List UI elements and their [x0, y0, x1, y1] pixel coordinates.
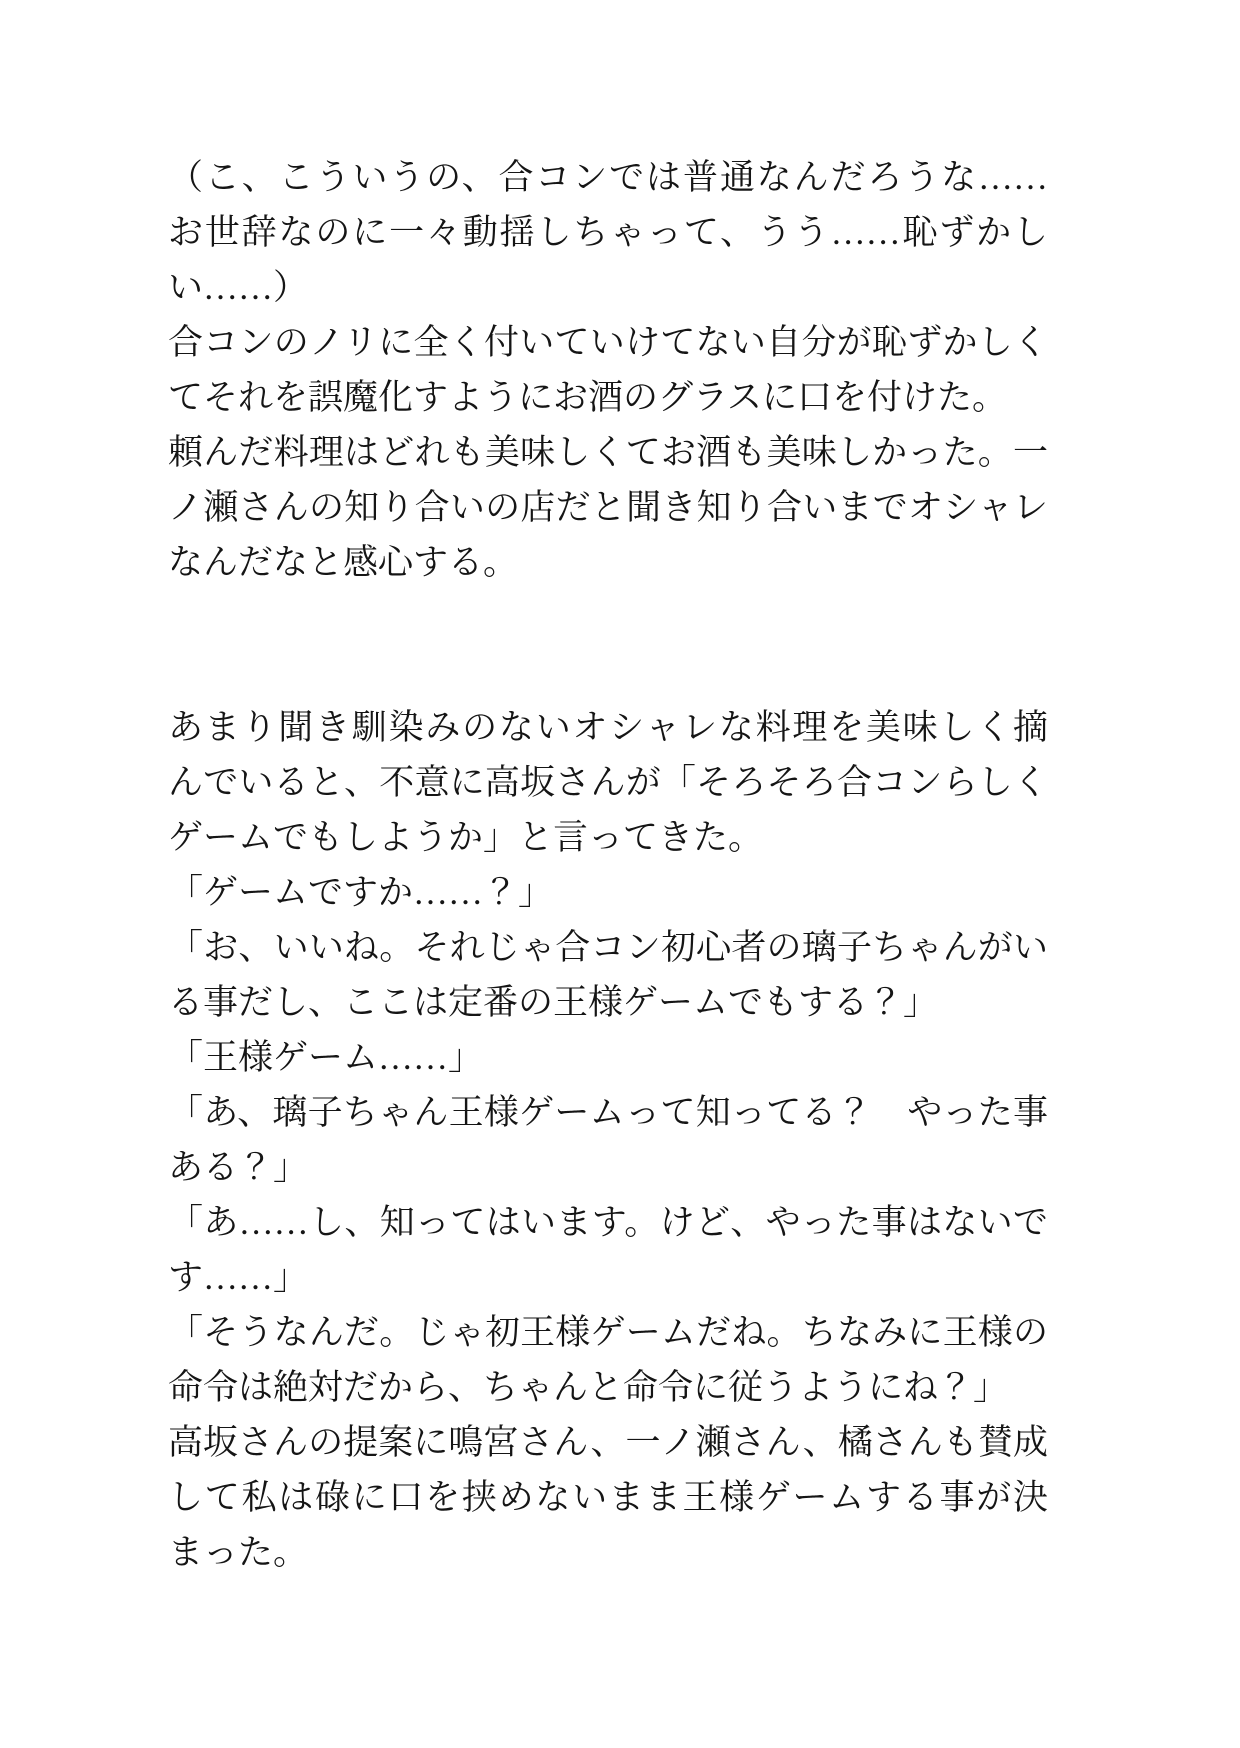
text-line: 「王様ゲーム……」 [168, 1038, 484, 1077]
paragraph-2 [168, 700, 1048, 1580]
text-line: 命令は絶対だから、ちゃんと命令に従うようにね？」 [168, 1368, 1009, 1407]
text-line: 頼んだ料理はどれも美味しくてお酒も美味しかった。一 [168, 433, 1048, 472]
text-line: なんだなと感心する。 [168, 543, 519, 582]
text-line: 「あ……し、知ってはいます。けど、やった事はないで [168, 1203, 1048, 1242]
body-text [168, 150, 1048, 1580]
text-line: んでいると、不意に高坂さんが「そろそろ合コンらしく [168, 763, 1048, 802]
paragraph-1 [168, 150, 1048, 590]
text-line: てそれを誤魔化すようにお酒のグラスに口を付けた。 [168, 378, 1007, 417]
text-line: 「お、いいね。それじゃ合コン初心者の璃子ちゃんがい [168, 928, 1048, 967]
text-line: 「ゲームですか……？」 [168, 873, 554, 912]
text-line: （こ、こういうの、合コンでは普通なんだろうな…… [168, 158, 1048, 197]
text-line: い……） [168, 268, 309, 307]
text-line: まった。 [168, 1533, 309, 1572]
text-line: あまり聞き馴染みのないオシャレな料理を美味しく摘 [168, 708, 1048, 747]
text-line: ゲームでもしようか」と言ってきた。 [168, 818, 764, 857]
text-line: す……」 [168, 1258, 309, 1297]
text-line: 高坂さんの提案に鳴宮さん、一ノ瀬さん、橘さんも賛成 [168, 1423, 1048, 1462]
text-line: ある？」 [168, 1148, 309, 1187]
text-line: る事だし、ここは定番の王様ゲームでもする？」 [168, 983, 939, 1022]
text-line: 合コンのノリに全く付いていけてない自分が恥ずかしく [168, 323, 1048, 362]
text-line: 「そうなんだ。じゃ初王様ゲームだね。ちなみに王様の [168, 1313, 1048, 1352]
text-line: ノ瀬さんの知り合いの店だと聞き知り合いまでオシャレ [168, 488, 1048, 527]
text-line: お世辞なのに一々動揺しちゃって、うう……恥ずかし [168, 213, 1048, 252]
text-line: 「あ、璃子ちゃん王様ゲームって知ってる？ やった事 [168, 1093, 1048, 1132]
text-line: して私は碌に口を挟めないまま王様ゲームする事が決 [168, 1478, 1048, 1517]
